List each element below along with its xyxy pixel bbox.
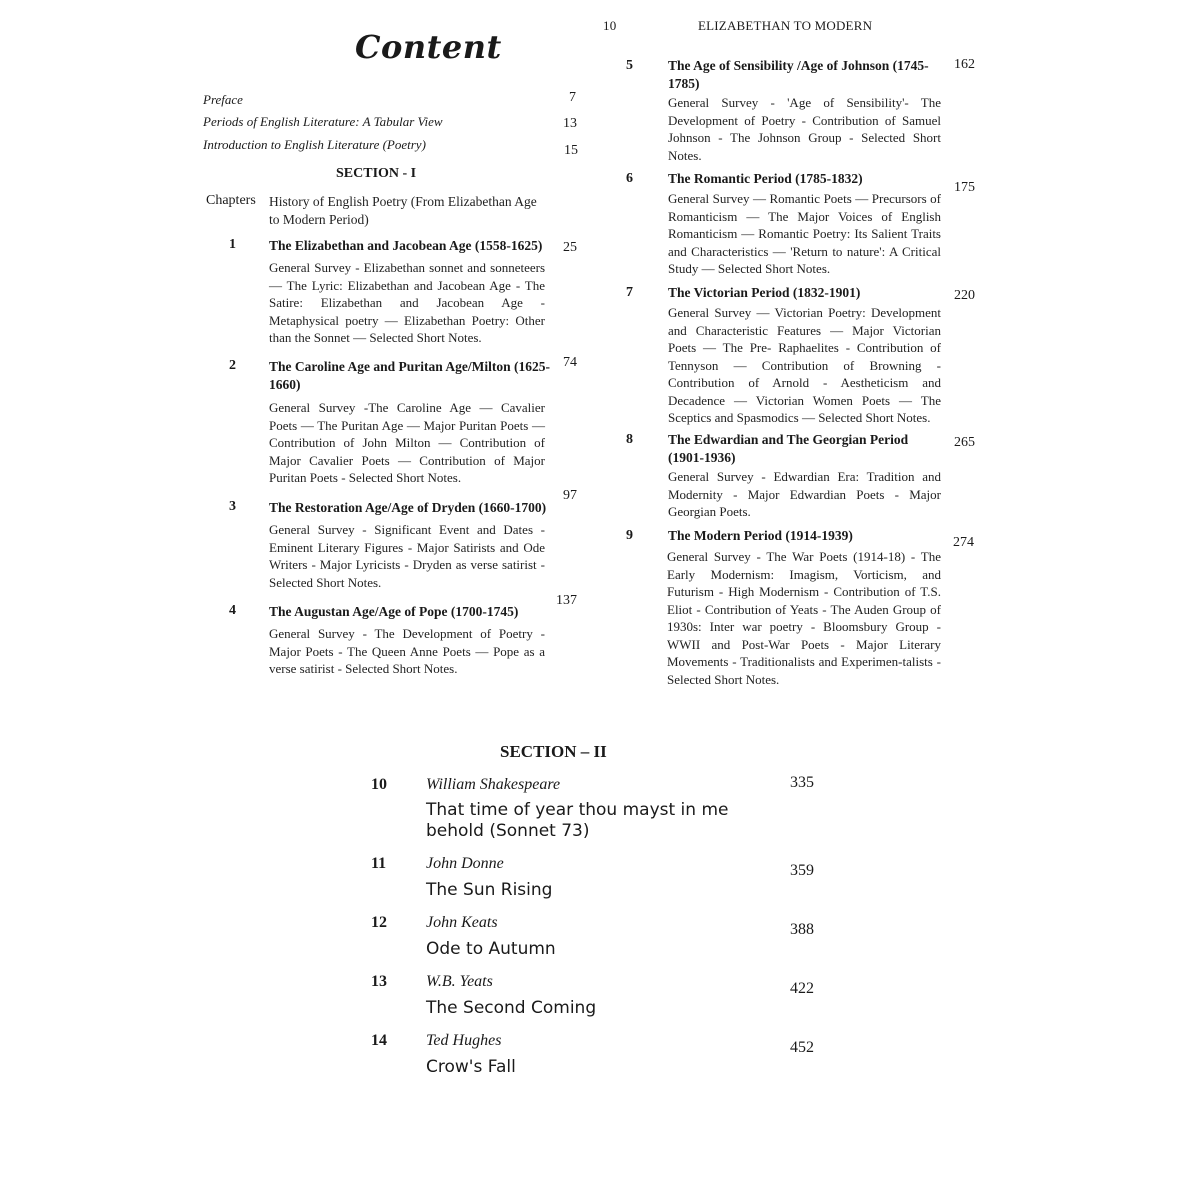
chapter-number: 1: [229, 237, 236, 252]
chapter-number: 7: [626, 285, 633, 300]
front-matter-label: Introduction to English Literature (Poetry): [203, 137, 426, 152]
page-title: Content: [355, 28, 502, 66]
header-page-number: 10: [603, 18, 617, 33]
chapter-number: 4: [229, 603, 236, 618]
chapter-description: General Survey - Elizabethan sonnet and sonneteers — The Lyric: Elizabethan and Jacobean Age - The Satire: Elizabethan and Jacobean Age - Metaphysical poetry — Elizabethan Poetry: Other than the Sonnet — Selected Short Notes.: [269, 260, 545, 345]
poem-number: 13: [371, 973, 387, 990]
poem-page: 422: [790, 980, 814, 997]
chapter-page: 274: [953, 535, 974, 550]
chapter-description: General Survey - The War Poets (1914-18) - The Early Modernism: Imagism, Vorticism, and Futurism - High Modernism - Contribution of T.S. Eliot - Contribution of Yeats - The Auden Group of 1930s: Inter war poetry - Bloomsbury Group - WWII and Post-War Poets - Major Literary Movements - Traditionalists and Experimen-talists - Selected Short Notes.: [667, 549, 941, 687]
chapter-description: General Survey - The Development of Poetry - Major Poets - The Queen Anne Poets — Pope as a verse satirist - Selected Short Notes.: [269, 626, 545, 676]
poem-number: 10: [371, 776, 387, 793]
chapter-page: 137: [556, 593, 577, 608]
chapter-description: General Survey — Romantic Poets — Precursors of Romanticism — The Major Voices of English Romanticism — Romantic Poetry: Its Salient Traits and Characteristics — 'Return to nature': A Critical Study — Selected Short Notes.: [668, 191, 941, 276]
poem-title: Ode to Autumn: [426, 939, 556, 959]
chapter-title: The Augustan Age/Age of Pope (1700-1745): [269, 604, 519, 619]
chapter-page: 265: [954, 435, 975, 450]
chapter-title: The Age of Sensibility /Age of Johnson (1745-1785): [668, 58, 929, 91]
section-1-intro: History of English Poetry (From Elizabethan Age to Modern Period): [269, 194, 537, 227]
poem-number: 12: [371, 914, 387, 931]
poem-author: John Keats: [426, 914, 498, 931]
chapter-page: 97: [563, 488, 577, 503]
front-matter-page: 7: [569, 90, 576, 105]
chapter-number: 6: [626, 171, 633, 186]
chapter-description: General Survey -The Caroline Age — Cavalier Poets — The Puritan Age — Major Puritan Poets — Contribution of John Milton — Contribution of Major Cavalier Poets — Contribution of Major Puritan Poets - Selected Short Notes.: [269, 400, 545, 485]
chapter-description: General Survey - Significant Event and Dates - Eminent Literary Figures - Major Satirists and Ode Writers - Major Lyricists - Dryden as verse satirist - Selected Short Notes.: [269, 522, 545, 590]
poem-page: 452: [790, 1039, 814, 1056]
poem-page: 335: [790, 774, 814, 791]
chapter-title: The Modern Period (1914-1939): [668, 528, 853, 543]
chapter-page: 175: [954, 180, 975, 195]
chapter-page: 220: [954, 288, 975, 303]
poem-title: The Sun Rising: [426, 880, 553, 900]
chapter-description: General Survey - 'Age of Sensibility'- The Development of Poetry - Contribution of Samuel Johnson - The Johnson Group - Selected Short Notes.: [668, 95, 941, 163]
chapter-page: 162: [954, 57, 975, 72]
poem-page: 359: [790, 862, 814, 879]
chapter-page: 25: [563, 240, 577, 255]
chapter-number: 3: [229, 499, 236, 514]
poem-title: The Second Coming: [426, 998, 597, 1018]
poem-number: 14: [371, 1032, 387, 1049]
front-matter-label: Preface: [203, 92, 243, 107]
chapter-number: 5: [626, 58, 633, 73]
chapter-title: The Edwardian and The Georgian Period (1901-1936): [668, 432, 909, 465]
running-title: ELIZABETHAN TO MODERN: [698, 18, 873, 33]
chapter-title: The Restoration Age/Age of Dryden (1660-1700): [269, 500, 547, 515]
chapter-title: The Caroline Age and Puritan Age/Milton (1625-1660): [269, 359, 551, 392]
chapters-label: Chapters: [206, 193, 256, 208]
section-2-heading: SECTION – II: [500, 742, 607, 761]
poem-page: 388: [790, 921, 814, 938]
poem-number: 11: [371, 855, 387, 872]
section-1-heading: SECTION - I: [336, 166, 417, 181]
front-matter-page: 15: [564, 143, 578, 158]
poem-author: Ted Hughes: [426, 1032, 502, 1049]
poem-title: That time of year thou mayst in me behold (Sonnet 73): [426, 800, 729, 841]
chapter-description: General Survey - Edwardian Era: Tradition and Modernity - Major Edwardian Poets - Major Georgian Poets.: [668, 469, 941, 519]
chapter-number: 9: [626, 528, 633, 543]
poem-title: Crow's Fall: [426, 1057, 516, 1077]
chapter-title: The Romantic Period (1785-1832): [668, 171, 863, 186]
poem-author: William Shakespeare: [426, 776, 561, 793]
chapter-title: The Elizabethan and Jacobean Age (1558-1625): [269, 238, 543, 253]
chapter-number: 2: [229, 358, 236, 373]
poem-author: W.B. Yeats: [426, 973, 493, 990]
front-matter-page: 13: [563, 116, 577, 131]
chapter-number: 8: [626, 432, 633, 447]
poem-author: John Donne: [426, 855, 504, 872]
chapter-page: 74: [563, 355, 577, 370]
chapter-description: General Survey — Victorian Poetry: Development and Characteristic Features — Major Victorian Poets — The Pre- Raphaelites - Contribution of Tennyson — Contribution of Browning - Contribution of Arnold - Aestheticism and Decadence — Victorian Women Poets — The Sceptics and Spasmodics — Selected Short Notes.: [668, 305, 941, 425]
chapter-title: The Victorian Period (1832-1901): [668, 285, 861, 300]
front-matter-label: Periods of English Literature: A Tabular View: [203, 114, 443, 129]
